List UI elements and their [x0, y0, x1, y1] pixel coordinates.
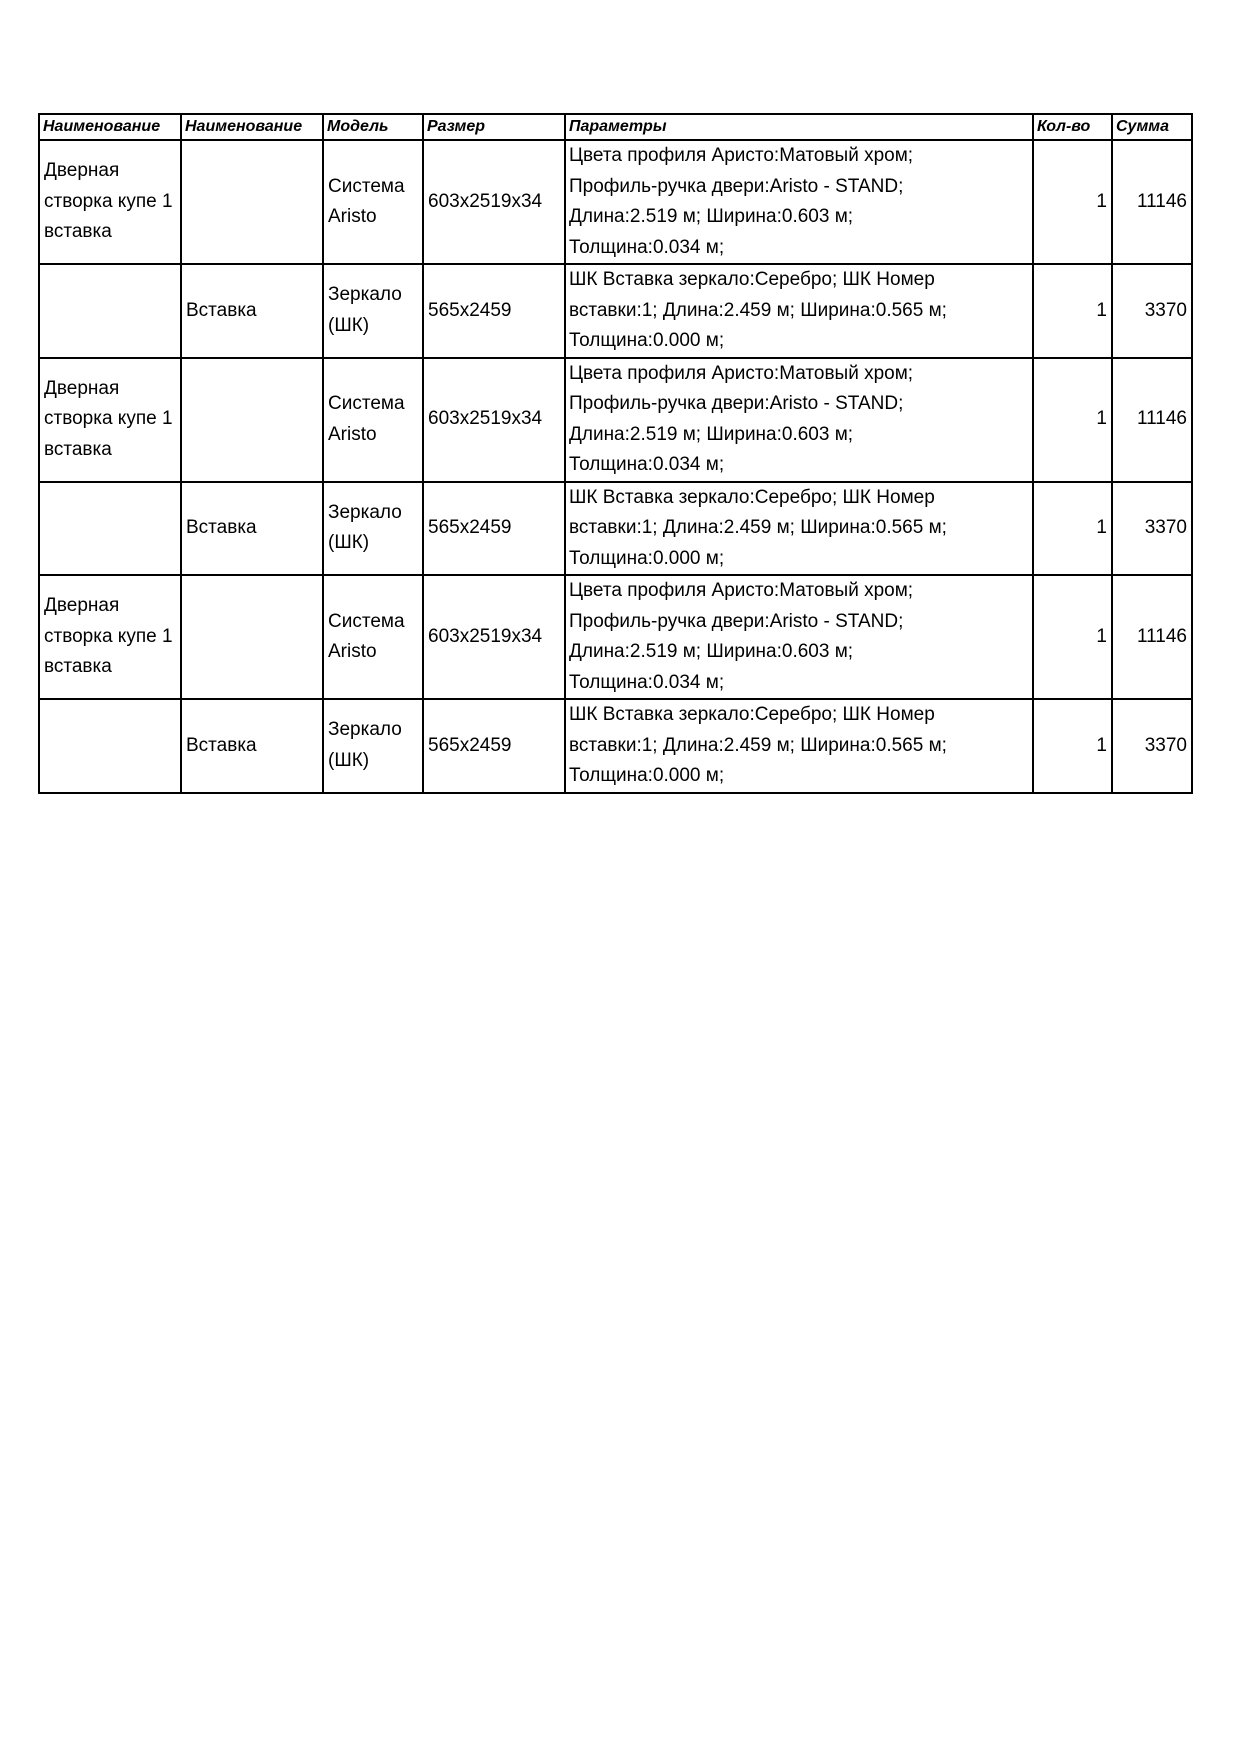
cell-name-2: Вставка: [181, 264, 323, 358]
params-line: Толщина:0.034 м;: [569, 236, 725, 258]
params-line: Профиль-ручка двери:Aristo - STAND;: [569, 393, 904, 414]
table-row: [39, 699, 1192, 793]
cell-size: 603x2519x34: [423, 140, 565, 264]
header-row: [39, 114, 1192, 140]
cell-sum: 3370: [1112, 699, 1192, 793]
params-line: ШК Вставка зеркало:Серебро; ШК Номер: [569, 704, 935, 725]
cell-name-1: [39, 699, 181, 793]
cell-qty: 1: [1033, 358, 1112, 482]
header-sum: Сумма: [1112, 114, 1192, 140]
cell-size: 603x2519x34: [423, 358, 565, 482]
table-row: [39, 264, 1192, 358]
cell-model: Система Aristo: [323, 358, 423, 482]
cell-sum: 3370: [1112, 264, 1192, 358]
cell-qty: 1: [1033, 140, 1112, 264]
table-row: [39, 575, 1192, 699]
spec-sheet: [38, 113, 1193, 794]
cell-name-1: Дверная створка купе 1 вставка: [39, 140, 181, 264]
cell-sum: 11146: [1112, 575, 1192, 699]
cell-qty: 1: [1033, 482, 1112, 576]
params-line: вставки:1; Длина:2.459 м; Ширина:0.565 м;: [569, 299, 947, 321]
params-line: Длина:2.519 м; Ширина:0.603 м;: [569, 206, 854, 227]
cell-sum: 11146: [1112, 358, 1192, 482]
header-qty: Кол-во: [1033, 114, 1112, 140]
cell-model: Система Aristo: [323, 140, 423, 264]
params-line: Толщина:0.000 м;: [569, 330, 725, 351]
cell-name-1: Дверная створка купе 1 вставка: [39, 575, 181, 699]
cell-name-2: [181, 575, 323, 699]
cell-sum: 11146: [1112, 140, 1192, 264]
cell-sum: 3370: [1112, 482, 1192, 576]
cell-params: [565, 140, 1033, 264]
params-line: Толщина:0.000 м;: [569, 765, 725, 786]
cell-params: [565, 699, 1033, 793]
cell-params: [565, 358, 1033, 482]
header-params: Параметры: [565, 114, 1033, 140]
cell-model: Зеркало (ШК): [323, 482, 423, 576]
cell-name-2: [181, 140, 323, 264]
cell-params: [565, 575, 1033, 699]
cell-name-1: Дверная створка купе 1 вставка: [39, 358, 181, 482]
header-name-2: Наименование: [181, 114, 323, 140]
table-row: [39, 358, 1192, 482]
params-line: Длина:2.519 м; Ширина:0.603 м;: [569, 641, 854, 662]
params-line: ШК Вставка зеркало:Серебро; ШК Номер: [569, 486, 935, 508]
table-row: [39, 140, 1192, 264]
params-line: Толщина:0.034 м;: [569, 454, 725, 475]
cell-model: Зеркало (ШК): [323, 264, 423, 358]
table-row: [39, 482, 1192, 576]
cell-params: [565, 482, 1033, 576]
spec-table-body: [39, 140, 1192, 793]
params-line: Цвета профиля Аристо:Матовый хром;: [569, 145, 914, 166]
cell-qty: 1: [1033, 699, 1112, 793]
cell-qty: 1: [1033, 264, 1112, 358]
cell-model: Зеркало (ШК): [323, 699, 423, 793]
params-line: Цвета профиля Аристо:Матовый хром;: [569, 580, 914, 601]
cell-size: 565x2459: [423, 482, 565, 576]
params-line: Цвета профиля Аристо:Матовый хром;: [569, 362, 914, 384]
params-line: Толщина:0.000 м;: [569, 547, 725, 569]
header-name-1: Наименование: [39, 114, 181, 140]
header-size: Размер: [423, 114, 565, 140]
params-line: вставки:1; Длина:2.459 м; Ширина:0.565 м;: [569, 517, 947, 538]
cell-qty: 1: [1033, 575, 1112, 699]
params-line: Профиль-ручка двери:Aristo - STAND;: [569, 175, 904, 197]
cell-model: Система Aristo: [323, 575, 423, 699]
cell-name-1: [39, 482, 181, 576]
header-model: Модель: [323, 114, 423, 140]
cell-name-2: Вставка: [181, 482, 323, 576]
params-line: вставки:1; Длина:2.459 м; Ширина:0.565 м;: [569, 734, 947, 756]
params-line: Толщина:0.034 м;: [569, 671, 725, 693]
cell-size: 565x2459: [423, 264, 565, 358]
spec-table: [38, 113, 1193, 794]
cell-params: [565, 264, 1033, 358]
cell-size: 603x2519x34: [423, 575, 565, 699]
params-line: Профиль-ручка двери:Aristo - STAND;: [569, 610, 904, 632]
params-line: Длина:2.519 м; Ширина:0.603 м;: [569, 423, 854, 445]
cell-name-1: [39, 264, 181, 358]
cell-name-2: [181, 358, 323, 482]
params-line: ШК Вставка зеркало:Серебро; ШК Номер: [569, 269, 935, 290]
cell-name-2: Вставка: [181, 699, 323, 793]
cell-size: 565x2459: [423, 699, 565, 793]
